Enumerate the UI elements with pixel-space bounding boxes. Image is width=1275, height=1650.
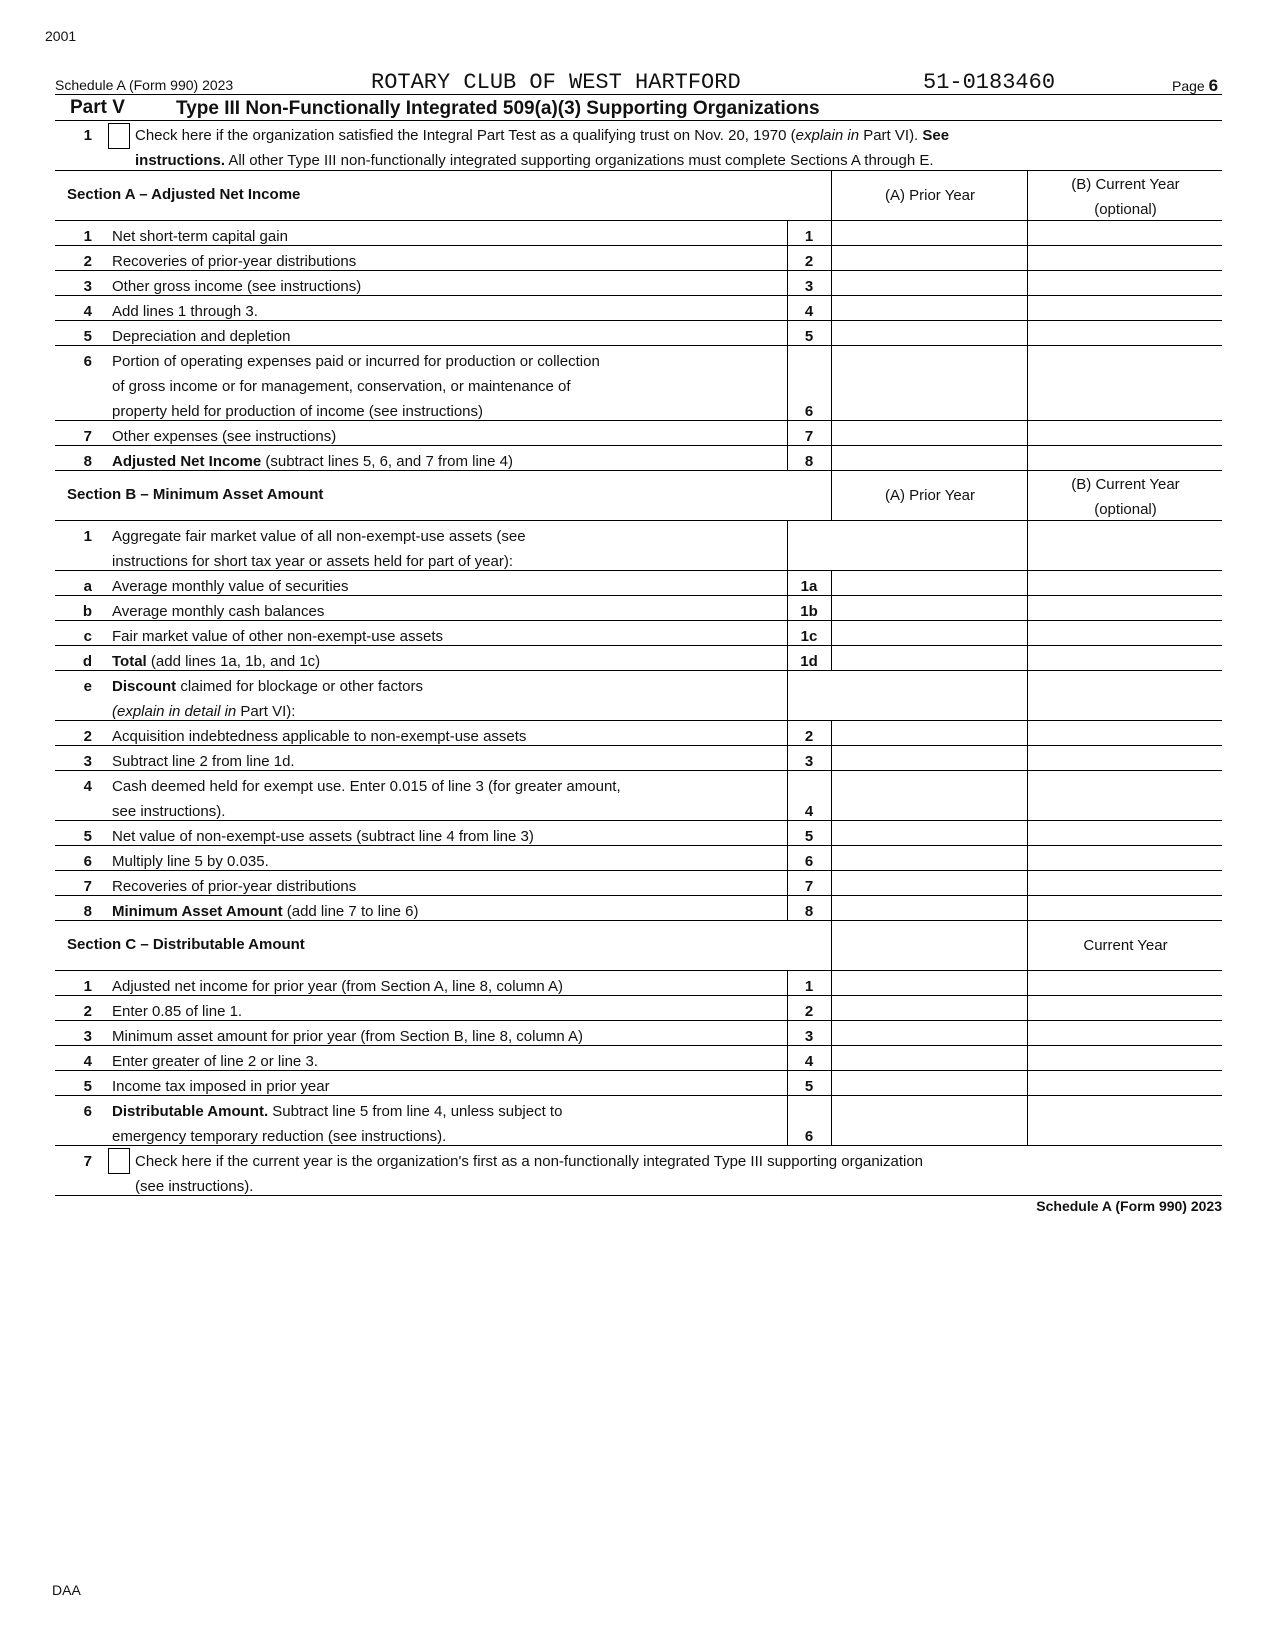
c-row-text: Income tax imposed in prior year	[112, 1078, 330, 1095]
c-row-text: Distributable Amount. Subtract line 5 from line 4, unless subject to	[112, 1103, 563, 1120]
c-row-text: Check here if the current year is the organization's first as a non-functionally integrated Type III supporting organization	[135, 1153, 924, 1170]
c-row-num: 7	[83, 1153, 92, 1170]
b-row-line: 4	[804, 803, 814, 820]
section-a-title: Section A – Adjusted Net Income	[67, 186, 301, 203]
b-row-text: Minimum Asset Amount (add line 7 to line 6)	[112, 903, 419, 920]
c-row-line: 3	[804, 1028, 814, 1045]
page-label: Page	[1172, 78, 1205, 94]
b-row-text: Recoveries of prior-year distributions	[112, 878, 357, 895]
a-row-line: 1	[804, 228, 814, 245]
b-row-line: 7	[804, 878, 814, 895]
c-row-text: Minimum asset amount for prior year (from Section B, line 8, column A)	[112, 1028, 584, 1045]
c-row-text: Enter 0.85 of line 1.	[112, 1003, 243, 1020]
intro-line-2: instructions. All other Type III non-functionally integrated supporting organizations must complete Sections A through E.	[135, 152, 934, 169]
b-row-num: 1	[83, 528, 92, 545]
a-row-num: 4	[83, 303, 92, 320]
c-row-num: 3	[83, 1028, 92, 1045]
b-row-num: 2	[83, 728, 92, 745]
c-row-line: 1	[804, 978, 814, 995]
page-id: 2001	[45, 28, 77, 44]
c-row-text: Adjusted net income for prior year (from Section A, line 8, column A)	[112, 978, 564, 995]
org-name: ROTARY CLUB OF WEST HARTFORD	[371, 70, 741, 95]
b-row-line: 2	[804, 728, 814, 745]
a-row-text: Portion of operating expenses paid or incurred for production or collection	[112, 353, 600, 370]
b-row-num: 5	[83, 828, 92, 845]
b-row-text: Total (add lines 1a, 1b, and 1c)	[112, 653, 321, 670]
section-a-current-year-header: (B) Current Year	[1071, 176, 1180, 193]
part-title: Type III Non-Functionally Integrated 509(a)(3) Supporting Organizations	[176, 98, 820, 119]
section-b-optional: (optional)	[1094, 501, 1157, 518]
b-row-num: 4	[83, 778, 92, 795]
ein: 51-0183460	[923, 70, 1056, 95]
b-row-text: Average monthly value of securities	[112, 578, 349, 595]
b-row-text: (explain in detail in Part VI):	[112, 703, 296, 720]
a-row-line: 2	[804, 253, 814, 270]
b-row-text: Fair market value of other non-exempt-use assets	[112, 628, 443, 645]
page-num: 6	[1208, 76, 1219, 95]
a-row-text: of gross income or for management, conservation, or maintenance of	[112, 378, 571, 395]
b-row-letter: a	[83, 578, 92, 595]
b-row-text: Discount claimed for blockage or other factors	[112, 678, 423, 695]
b-row-num: 7	[83, 878, 92, 895]
b-row-letter: b	[82, 603, 92, 620]
a-row-num: 5	[83, 328, 92, 345]
b-row-line: 8	[804, 903, 814, 920]
b-row-letter: e	[83, 678, 92, 695]
c-row-line: 5	[804, 1078, 814, 1095]
b-row-line: 1a	[800, 578, 818, 595]
c-row-text: (see instructions).	[135, 1178, 254, 1195]
a-row-num: 7	[83, 428, 92, 445]
c-row-text: emergency temporary reduction (see instructions).	[112, 1128, 447, 1145]
a-row-text: Net short-term capital gain	[112, 228, 288, 245]
intro-num: 1	[83, 127, 92, 144]
b-row-line: 1d	[800, 653, 818, 670]
a-row-num: 2	[83, 253, 92, 270]
b-row-line: 3	[804, 753, 814, 770]
section-b-current-year-header: (B) Current Year	[1071, 476, 1180, 493]
b-row-num: 8	[83, 903, 92, 920]
c-row-text: Enter greater of line 2 or line 3.	[112, 1053, 318, 1070]
b-row-line: 6	[804, 853, 814, 870]
c-row-line: 6	[804, 1128, 814, 1145]
c-row-num: 2	[83, 1003, 92, 1020]
part-label: Part V	[70, 97, 125, 118]
a-row-num: 6	[83, 353, 92, 370]
c-row-num: 6	[83, 1103, 92, 1120]
a-row-line: 6	[804, 403, 814, 420]
b-row-letter: c	[83, 628, 92, 645]
c-row-num: 4	[83, 1053, 92, 1070]
footer-form-name: Schedule A (Form 990) 2023	[1036, 1198, 1222, 1214]
a-row-text: Other expenses (see instructions)	[112, 428, 337, 445]
section-b-prior-year-header: (A) Prior Year	[884, 487, 976, 504]
a-row-num: 8	[83, 453, 92, 470]
daa-label: DAA	[52, 1582, 81, 1598]
c-row-line: 2	[804, 1003, 814, 1020]
b-row-line: 5	[804, 828, 814, 845]
b-row-num: 6	[83, 853, 92, 870]
integral-part-checkbox[interactable]	[108, 123, 130, 149]
c-row-num: 1	[83, 978, 92, 995]
b-row-letter: d	[82, 653, 92, 670]
a-row-text: property held for production of income (see instructions)	[112, 403, 484, 420]
form-name: Schedule A (Form 990) 2023	[55, 77, 234, 93]
a-row-line: 8	[804, 453, 814, 470]
b-row-line: 1b	[800, 603, 818, 620]
b-row-text: Acquisition indebtedness applicable to non-exempt-use assets	[112, 728, 527, 745]
a-row-num: 1	[83, 228, 92, 245]
b-row-text: see instructions).	[112, 803, 226, 820]
b-row-text: Net value of non-exempt-use assets (subtract line 4 from line 3)	[112, 828, 534, 845]
a-row-line: 4	[804, 303, 814, 320]
b-row-text: Subtract line 2 from line 1d.	[112, 753, 295, 770]
a-row-line: 5	[804, 328, 814, 345]
page-number	[1172, 77, 1218, 95]
a-row-text: Recoveries of prior-year distributions	[112, 253, 357, 270]
section-c-title: Section C – Distributable Amount	[67, 936, 305, 953]
intro-line-1: Check here if the organization satisfied the Integral Part Test as a qualifying trust on Nov. 20, 1970 (explain in Part VI). See	[135, 127, 950, 144]
a-row-num: 3	[83, 278, 92, 295]
c-row-line: 4	[804, 1053, 814, 1070]
a-row-text: Adjusted Net Income (subtract lines 5, 6, and 7 from line 4)	[112, 453, 513, 470]
section-c-current-year-header: Current Year	[1083, 937, 1168, 954]
b-row-line: 1c	[800, 628, 818, 645]
a-row-text: Add lines 1 through 3.	[112, 303, 258, 320]
section-b-title: Section B – Minimum Asset Amount	[67, 486, 324, 503]
a-row-text: Other gross income (see instructions)	[112, 278, 362, 295]
c-row-num: 5	[83, 1078, 92, 1095]
section-a-prior-year-header: (A) Prior Year	[884, 187, 976, 204]
b-row-text: Multiply line 5 by 0.035.	[112, 853, 269, 870]
a-row-text: Depreciation and depletion	[112, 328, 291, 345]
b-row-text: instructions for short tax year or assets held for part of year):	[112, 553, 514, 570]
a-row-line: 7	[804, 428, 814, 445]
b-row-text: Aggregate fair market value of all non-exempt-use assets (see	[112, 528, 526, 545]
first-year-checkbox[interactable]	[108, 1148, 130, 1174]
section-a-optional: (optional)	[1094, 201, 1157, 218]
b-row-text: Average monthly cash balances	[112, 603, 325, 620]
a-row-line: 3	[804, 278, 814, 295]
b-row-text: Cash deemed held for exempt use. Enter 0.015 of line 3 (for greater amount,	[112, 778, 621, 795]
b-row-num: 3	[83, 753, 92, 770]
